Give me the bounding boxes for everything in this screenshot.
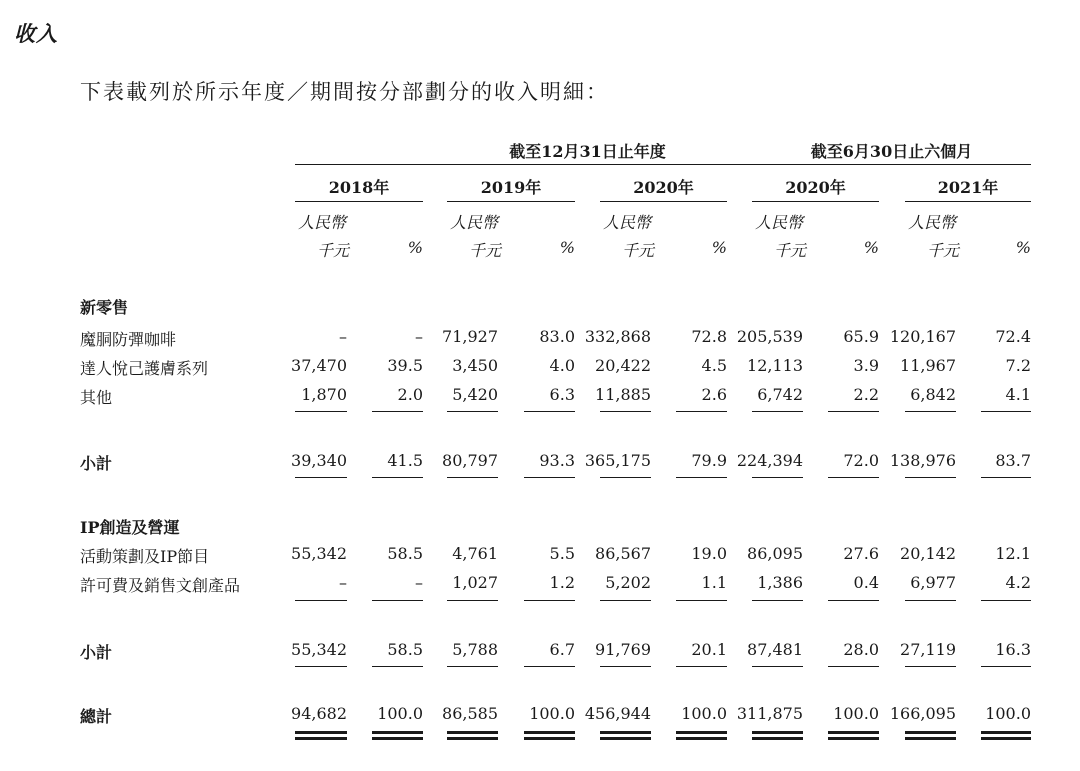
unit-thousand: 千元 bbox=[622, 241, 655, 260]
subtotal-row-cell: 5,788 bbox=[452, 640, 498, 659]
unit-percent: % bbox=[407, 238, 423, 257]
table-row-cell: 4.1 bbox=[1005, 385, 1031, 404]
subtotal-rule bbox=[828, 477, 879, 478]
unit-thousand: 千元 bbox=[469, 241, 502, 260]
table-row-cell: 4.0 bbox=[549, 356, 575, 375]
subtotal-rule bbox=[524, 666, 575, 667]
row-rule bbox=[447, 600, 498, 601]
total-row-cell: 456,944 bbox=[584, 704, 651, 723]
table-row-cell: 0.4 bbox=[853, 573, 879, 592]
row-rule bbox=[905, 411, 956, 412]
total-double-rule bbox=[676, 731, 727, 734]
period-header-annual: 截至12月31日止年度 bbox=[509, 142, 666, 161]
row-rule bbox=[524, 600, 575, 601]
total-double-rule bbox=[905, 731, 956, 734]
table-row-cell: 58.5 bbox=[387, 544, 423, 563]
subtotal-row-cell: 58.5 bbox=[387, 640, 423, 659]
year-header: 2020年 bbox=[633, 178, 694, 197]
total-double-rule bbox=[295, 731, 347, 734]
subtotal-rule bbox=[752, 666, 803, 667]
table-row-cell: 3.9 bbox=[853, 356, 879, 375]
subtotal-row-cell: 91,769 bbox=[595, 640, 651, 659]
table-row-cell: 4.2 bbox=[1005, 573, 1031, 592]
table-row-cell: 55,342 bbox=[291, 544, 347, 563]
table-row-cell: – bbox=[415, 573, 423, 592]
total-row-cell: 100.0 bbox=[833, 704, 879, 723]
total-row-cell: 311,875 bbox=[736, 704, 803, 723]
table-row-cell: 1.1 bbox=[701, 573, 727, 592]
row-rule bbox=[676, 600, 727, 601]
subtotal-rule bbox=[600, 477, 651, 478]
row-rule bbox=[600, 600, 651, 601]
table-row-cell: 20,142 bbox=[900, 544, 956, 563]
table-row-cell: 332,868 bbox=[584, 327, 651, 346]
table-row-cell: – bbox=[339, 573, 347, 592]
table-row-cell: 1,027 bbox=[452, 573, 498, 592]
total-double-rule bbox=[905, 737, 956, 740]
subtotal-rule bbox=[447, 477, 498, 478]
row-rule bbox=[981, 411, 1031, 412]
subtotal-rule bbox=[981, 666, 1031, 667]
table-row-cell: 4,761 bbox=[452, 544, 498, 563]
table-row-cell: 6.3 bbox=[549, 385, 575, 404]
subtotal-rule bbox=[676, 666, 727, 667]
table-row-cell: 5,420 bbox=[452, 385, 498, 404]
subtotal-rule bbox=[828, 666, 879, 667]
row-rule bbox=[600, 411, 651, 412]
subtotal-rule bbox=[981, 477, 1031, 478]
table-row-cell: 86,567 bbox=[595, 544, 651, 563]
section-heading: 收入 bbox=[14, 21, 58, 46]
table-row-cell: 4.5 bbox=[701, 356, 727, 375]
period-rule-interim bbox=[752, 164, 1031, 165]
total-row-cell: 86,585 bbox=[442, 704, 498, 723]
total-double-rule bbox=[828, 731, 879, 734]
row-rule bbox=[372, 600, 423, 601]
row-rule bbox=[981, 600, 1031, 601]
total-row-cell: 166,095 bbox=[889, 704, 956, 723]
subtotal-row-cell: 41.5 bbox=[387, 451, 423, 470]
unit-currency: 人民幣 bbox=[908, 213, 957, 232]
table-row-cell: 2.0 bbox=[397, 385, 423, 404]
subtotal-row-cell: 55,342 bbox=[291, 640, 347, 659]
year-header: 2019年 bbox=[480, 178, 542, 197]
total-double-rule bbox=[600, 737, 651, 740]
subtotal-row-cell: 93.3 bbox=[539, 451, 575, 470]
row-label: 魔胴防彈咖啡 bbox=[80, 330, 177, 349]
total-double-rule bbox=[295, 737, 347, 740]
row-rule bbox=[752, 600, 803, 601]
subtotal-rule bbox=[905, 666, 956, 667]
table-row-cell: 72.8 bbox=[691, 327, 727, 346]
period-header-interim: 截至6月30日止六個月 bbox=[810, 142, 973, 161]
subtotal-row-cell: 83.7 bbox=[995, 451, 1031, 470]
table-row-cell: 71,927 bbox=[442, 327, 498, 346]
subtotal-rule bbox=[295, 477, 347, 478]
total-double-rule bbox=[676, 737, 727, 740]
unit-thousand: 千元 bbox=[774, 241, 807, 260]
year-rule bbox=[447, 201, 575, 202]
row-rule bbox=[524, 411, 575, 412]
subtotal-row-cell: 16.3 bbox=[995, 640, 1031, 659]
total-double-rule bbox=[752, 737, 803, 740]
subtotal-rule bbox=[295, 666, 347, 667]
total-row-cell: 100.0 bbox=[681, 704, 727, 723]
row-rule bbox=[676, 411, 727, 412]
subtotal-row-cell: 365,175 bbox=[584, 451, 651, 470]
table-row-cell: 12.1 bbox=[995, 544, 1031, 563]
row-rule bbox=[447, 411, 498, 412]
total-double-rule bbox=[524, 737, 575, 740]
unit-percent: % bbox=[863, 238, 879, 257]
subtotal-row-cell: 20.1 bbox=[691, 640, 727, 659]
unit-currency: 人民幣 bbox=[603, 213, 652, 232]
table-row-cell: 7.2 bbox=[1005, 356, 1031, 375]
table-row-cell: 2.6 bbox=[701, 385, 727, 404]
year-header: 2018年 bbox=[328, 178, 390, 197]
total-label: 總計 bbox=[80, 707, 113, 726]
table-row-cell: 86,095 bbox=[747, 544, 803, 563]
total-row-cell: 94,682 bbox=[291, 704, 347, 723]
table-row-cell: 6,742 bbox=[757, 385, 803, 404]
total-double-rule bbox=[600, 731, 651, 734]
table-row-cell: 39.5 bbox=[387, 356, 423, 375]
table-row-cell: 65.9 bbox=[843, 327, 879, 346]
subtotal-row-cell: 27,119 bbox=[900, 640, 956, 659]
intro-text: 下表載列於所示年度／期間按分部劃分的收入明細： bbox=[80, 80, 609, 104]
unit-percent: % bbox=[1015, 238, 1031, 257]
subtotal-rule bbox=[372, 477, 423, 478]
table-row-cell: 1,870 bbox=[301, 385, 347, 404]
table-row-cell: 3,450 bbox=[452, 356, 498, 375]
table-row-cell: 11,885 bbox=[595, 385, 651, 404]
table-row-cell: 6,977 bbox=[910, 573, 956, 592]
table-row-cell: 1.2 bbox=[549, 573, 575, 592]
table-row-cell: 11,967 bbox=[900, 356, 956, 375]
total-double-rule bbox=[372, 737, 423, 740]
table-row-cell: – bbox=[415, 327, 423, 346]
unit-percent: % bbox=[559, 238, 575, 257]
table-row-cell: 205,539 bbox=[736, 327, 803, 346]
total-row-cell: 100.0 bbox=[529, 704, 575, 723]
subtotal-row-cell: 28.0 bbox=[843, 640, 879, 659]
row-rule bbox=[905, 600, 956, 601]
total-double-rule bbox=[981, 731, 1031, 734]
row-rule bbox=[295, 600, 347, 601]
year-rule bbox=[600, 201, 727, 202]
subtotal-rule bbox=[447, 666, 498, 667]
table-row-cell: 5.5 bbox=[549, 544, 575, 563]
table-row-cell: 37,470 bbox=[291, 356, 347, 375]
table-row-cell: 27.6 bbox=[843, 544, 879, 563]
subtotal-row-cell: 6.7 bbox=[549, 640, 575, 659]
subtotal-rule bbox=[524, 477, 575, 478]
table-row-cell: 120,167 bbox=[889, 327, 956, 346]
table-row-cell: 12,113 bbox=[747, 356, 803, 375]
row-label: 其他 bbox=[80, 388, 113, 407]
total-double-rule bbox=[981, 737, 1031, 740]
subtotal-label: 小計 bbox=[80, 454, 113, 473]
unit-currency: 人民幣 bbox=[298, 213, 347, 232]
total-double-rule bbox=[447, 737, 498, 740]
year-header: 2020年 bbox=[785, 178, 846, 197]
subtotal-row-cell: 79.9 bbox=[691, 451, 727, 470]
total-row-cell: 100.0 bbox=[985, 704, 1031, 723]
subtotal-rule bbox=[372, 666, 423, 667]
subtotal-rule bbox=[676, 477, 727, 478]
row-label: 許可費及銷售文創產品 bbox=[80, 576, 241, 595]
subtotal-rule bbox=[752, 477, 803, 478]
total-row-cell: 100.0 bbox=[377, 704, 423, 723]
table-row-cell: 5,202 bbox=[605, 573, 651, 592]
total-double-rule bbox=[752, 731, 803, 734]
year-header: 2021年 bbox=[937, 178, 999, 197]
section-title: 新零售 bbox=[80, 298, 129, 317]
unit-currency: 人民幣 bbox=[755, 213, 804, 232]
subtotal-row-cell: 138,976 bbox=[889, 451, 956, 470]
table-row-cell: – bbox=[339, 327, 347, 346]
row-rule bbox=[752, 411, 803, 412]
total-double-rule bbox=[372, 731, 423, 734]
row-label: 達人悅己護膚系列 bbox=[80, 359, 209, 378]
total-double-rule bbox=[524, 731, 575, 734]
row-rule bbox=[295, 411, 347, 412]
unit-thousand: 千元 bbox=[927, 241, 960, 260]
row-rule bbox=[828, 600, 879, 601]
year-rule bbox=[905, 201, 1031, 202]
table-row-cell: 72.4 bbox=[995, 327, 1031, 346]
unit-currency: 人民幣 bbox=[450, 213, 499, 232]
table-row-cell: 83.0 bbox=[539, 327, 575, 346]
subtotal-row-cell: 224,394 bbox=[736, 451, 803, 470]
table-row-cell: 6,842 bbox=[910, 385, 956, 404]
table-row-cell: 20,422 bbox=[595, 356, 651, 375]
row-rule bbox=[828, 411, 879, 412]
subtotal-row-cell: 80,797 bbox=[442, 451, 498, 470]
subtotal-row-cell: 39,340 bbox=[291, 451, 347, 470]
subtotal-row-cell: 72.0 bbox=[843, 451, 879, 470]
total-double-rule bbox=[447, 731, 498, 734]
year-rule bbox=[752, 201, 879, 202]
section-title: IP創造及營運 bbox=[80, 518, 180, 537]
unit-percent: % bbox=[711, 238, 727, 257]
table-row-cell: 2.2 bbox=[853, 385, 879, 404]
table-row-cell: 19.0 bbox=[691, 544, 727, 563]
subtotal-rule bbox=[600, 666, 651, 667]
table-row-cell: 1,386 bbox=[757, 573, 803, 592]
subtotal-label: 小計 bbox=[80, 643, 113, 662]
row-label: 活動策劃及IP節目 bbox=[80, 547, 210, 566]
year-rule bbox=[295, 201, 423, 202]
subtotal-row-cell: 87,481 bbox=[747, 640, 803, 659]
subtotal-rule bbox=[905, 477, 956, 478]
row-rule bbox=[372, 411, 423, 412]
total-double-rule bbox=[828, 737, 879, 740]
unit-thousand: 千元 bbox=[317, 241, 350, 260]
